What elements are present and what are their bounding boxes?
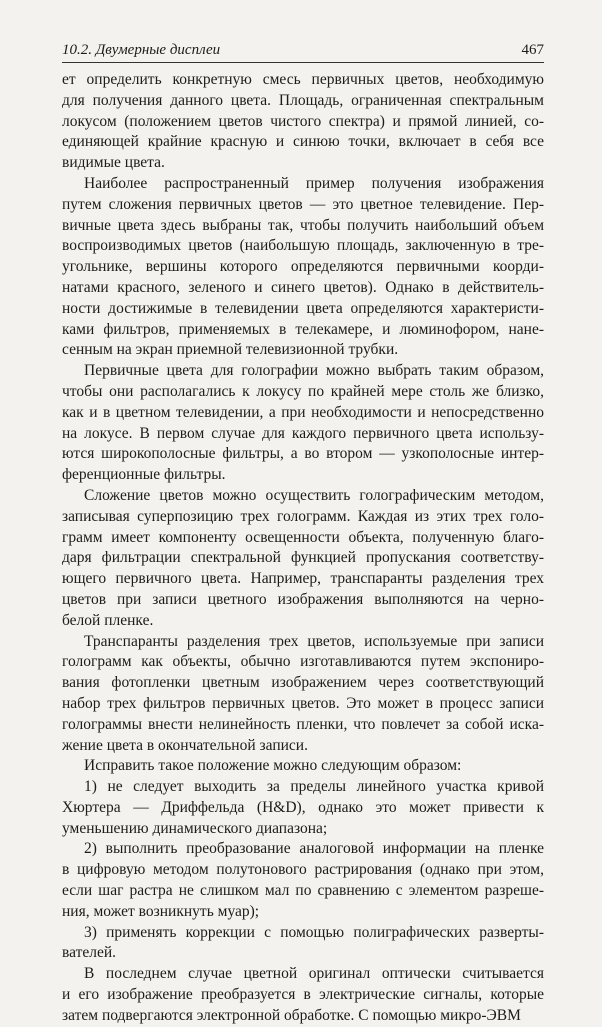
text-line: Наиболее распространенный пример получения изображения bbox=[84, 174, 544, 192]
text-line: угольнике, вершины которого определяются первичными коорди- bbox=[62, 258, 544, 276]
text-line: ющего первичного цвета. Например, транспаранты разделения трех bbox=[62, 570, 544, 588]
paragraph bbox=[62, 70, 544, 174]
paragraph bbox=[62, 839, 544, 922]
text-line: затем подвергаются электронной обработке. С помощью микро-ЭВМ bbox=[62, 1006, 521, 1024]
text-line: и его изображение преобразуется в электрические сигналы, которые bbox=[62, 986, 544, 1004]
text-line: даря фильтрации спектральной функцией пропускания соответству- bbox=[62, 549, 544, 567]
text-line: в цифровую методом полутонового растрирования (однако при этом, bbox=[62, 861, 544, 879]
text-line: воспроизводимых цветов (наибольшую площадь, заключенную в тре- bbox=[62, 237, 544, 255]
text-line: записывая суперпозицию трех голограмм. Каждая из этих трех голо- bbox=[62, 507, 544, 525]
text-line: ференционные фильтры. bbox=[62, 466, 226, 484]
text-line: В последнем случае цветной оригинал оптически считывается bbox=[84, 965, 544, 983]
text-line: если шаг растра не слишком мал по сравнению с элементом разреше- bbox=[62, 882, 544, 900]
paragraph bbox=[62, 777, 544, 839]
body-text bbox=[62, 70, 544, 1027]
text-line: цветов при записи цветного изображения выполняются на черно- bbox=[62, 590, 544, 608]
text-line: 3) применять коррекции с помощью полиграфических разверты- bbox=[84, 923, 544, 941]
paragraph bbox=[62, 756, 544, 777]
text-line: 1) не следует выходить за пределы линейного участка кривой bbox=[84, 778, 544, 796]
text-line: ния, может возникнуть муар); bbox=[62, 902, 260, 920]
text-line: Исправить такое положение можно следующим образом: bbox=[84, 757, 462, 775]
paragraph bbox=[62, 486, 544, 632]
paragraph bbox=[62, 964, 544, 1026]
text-line: грамм имеет компоненту освещенности объекта, полученную благо- bbox=[62, 528, 544, 546]
text-line: жение цвета в окончательной записи. bbox=[62, 736, 308, 754]
text-line: голограмм как объекты, обычно изготавливаются путем экспониро- bbox=[62, 653, 544, 671]
text-line: локусом (положением цветов чистого спектра) и прямой линией, со- bbox=[62, 112, 544, 130]
text-line: Первичные цвета для голографии можно выбрать таким образом, bbox=[84, 362, 544, 380]
section-title: 10.2. Двумерные дисплеи bbox=[62, 42, 221, 58]
text-line: как и в цветном телевидении, а при необходимости и непосредственно bbox=[62, 403, 544, 421]
text-line: чтобы они располагались к локусу по крайней мере столь же близко, bbox=[62, 382, 544, 400]
text-line: голограммы внести нелинейность пленки, что повлечет за собой иска- bbox=[62, 715, 544, 733]
text-line: ет определить конкретную смесь первичных цветов, необходимую bbox=[62, 71, 544, 88]
text-line: набор трех фильтров первичных цветов. Это может в процесс записи bbox=[62, 694, 544, 712]
text-line: Сложение цветов можно осуществить голографическим методом, bbox=[84, 486, 544, 504]
text-line: единяющей крайние красную и синюю точки, включает в себя все bbox=[62, 133, 544, 151]
text-line: Хюртера — Дриффельда (H&D), однако это может привести к bbox=[62, 798, 544, 816]
text-line: натами красного, зеленого и синего цветов). Однако в действитель- bbox=[62, 278, 544, 296]
header-rule bbox=[62, 62, 544, 63]
text-line: вателей. bbox=[62, 944, 117, 962]
text-line: видимые цвета. bbox=[62, 154, 165, 172]
paragraph bbox=[62, 923, 544, 965]
text-line: для получения данного цвета. Площадь, ограниченная спектральным bbox=[62, 91, 544, 109]
text-line: вания фотопленки цветным изображением через соответствующий bbox=[62, 674, 544, 692]
text-line: ками фильтров, применяемых в телекамере, и люминофором, нане- bbox=[62, 320, 544, 338]
text-line: белой пленке. bbox=[62, 611, 154, 629]
text-line: 2) выполнить преобразование аналоговой информации на пленке bbox=[84, 840, 544, 858]
text-line: сенным на экран приемной телевизионной трубки. bbox=[62, 341, 399, 359]
text-line: путем сложения первичных цветов — это цветное телевидение. Пер- bbox=[62, 195, 544, 213]
running-header bbox=[62, 40, 544, 60]
text-line: Транспаранты разделения трех цветов, используемые при записи bbox=[84, 632, 544, 650]
text-line: вичные цвета здесь выбраны так, чтобы получить наибольший объем bbox=[62, 216, 544, 234]
text-line: ности достижимые в телевидении цвета определяются характеристи- bbox=[62, 299, 544, 317]
text-line: уменьшению динамического диапазона; bbox=[62, 819, 328, 837]
text-line: ются широкополосные фильтры, а во втором — узкополосные интер- bbox=[62, 445, 544, 463]
text-line: на локусе. В первом случае для каждого первичного цвета использу- bbox=[62, 424, 544, 442]
paragraph bbox=[62, 174, 544, 361]
paragraph bbox=[62, 361, 544, 486]
page-number: 467 bbox=[521, 42, 544, 58]
paragraph bbox=[62, 632, 544, 757]
